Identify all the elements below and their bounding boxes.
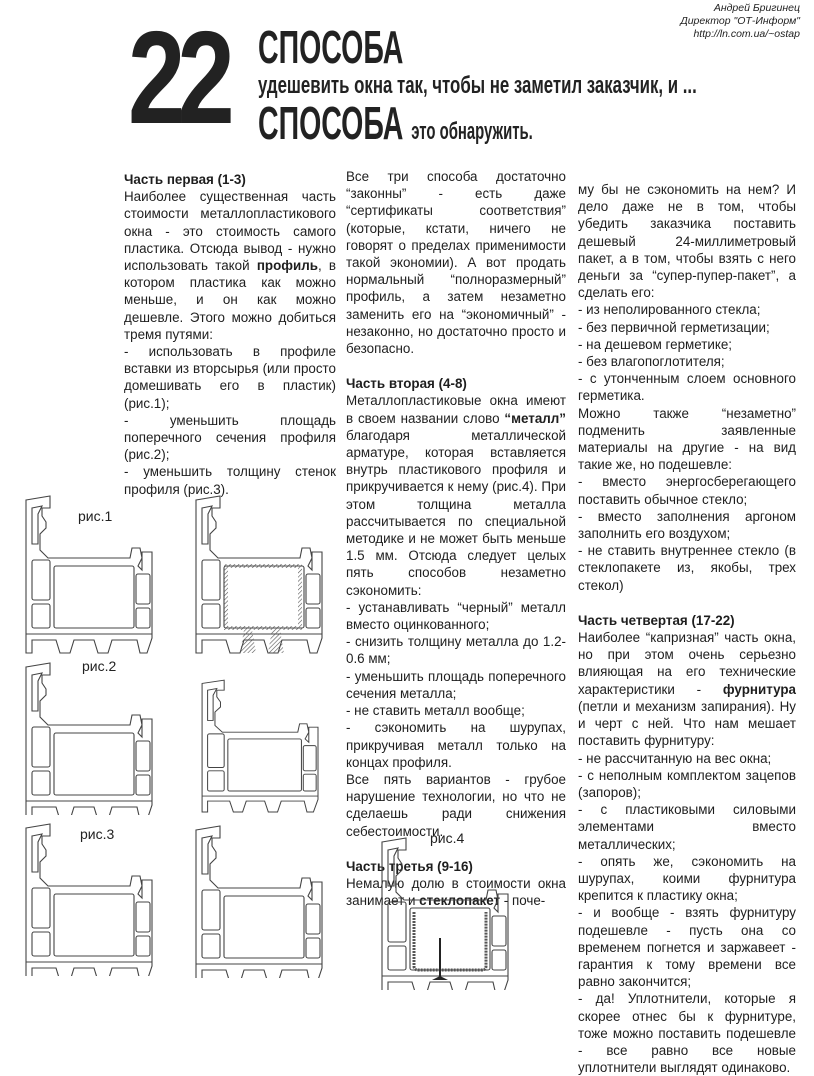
column-3 bbox=[578, 181, 796, 1076]
list-item: - на дешевом герметике; bbox=[578, 336, 733, 352]
hatched-insert bbox=[224, 564, 302, 630]
author-url[interactable]: http://ln.com.ua/~ostap bbox=[693, 28, 800, 40]
paragraph: му бы не сэкономить на нем? И дело даже не в том, чтобы убедить заказчика поставить дешевый 24-миллиметровый пакет, а в том, чтобы взять с него деньги за “супер-пупер-пакет”, а сделать его: bbox=[578, 182, 796, 301]
section-heading-part1: Часть первая (1-3) bbox=[124, 172, 246, 187]
list-item: - уменьшить толщину стенок профиля (рис.3). bbox=[124, 464, 336, 497]
figure-4-label: рис.4 bbox=[430, 830, 465, 846]
list-item: - из неполированного стекла; bbox=[578, 302, 761, 318]
figure-4-profile bbox=[358, 820, 518, 995]
bold-term: стеклопакет bbox=[419, 893, 501, 909]
window-profile-hatched-drawing bbox=[172, 478, 332, 658]
figure-1-label: рис.1 bbox=[78, 508, 113, 524]
text: Наиболее существенная часть стоимости металлопластикового окна - это стоимость самого пластика. Отсюда вывод - нужно использовать такой bbox=[124, 189, 336, 274]
list-item: - использовать в профиле вставки из вторсырья (или просто домешивать его в пластик) (рис.1); bbox=[124, 344, 336, 411]
paragraph bbox=[124, 188, 336, 343]
figure-3-profile-thin bbox=[172, 808, 332, 983]
section-heading-part3: Часть третья (9-16) bbox=[346, 858, 473, 874]
headline-line3-big: СПОСОБА bbox=[258, 97, 404, 149]
headline-number: 22 bbox=[128, 4, 227, 151]
list-item: - уменьшить площадь поперечного сечения профиля (рис.2); bbox=[124, 412, 336, 463]
author-position: Директор "ОТ-Информ" bbox=[680, 15, 800, 27]
window-profile-reduced-drawing bbox=[180, 665, 330, 825]
list-item: - без влагопоглотителя; bbox=[578, 354, 725, 370]
author-name: Андрей Бригинец bbox=[713, 2, 800, 14]
list-item: - устанавливать “черный” металл вместо оцинкованного; bbox=[346, 599, 566, 633]
list-item: - опять же, сэкономить на шурупах, коими фурнитура крепится к пластику окна; bbox=[578, 853, 796, 904]
column-1 bbox=[124, 171, 336, 498]
list-item: - вместо энергосберегающего поставить обычное стекло; bbox=[578, 474, 796, 507]
figure-3-label: рис.3 bbox=[80, 826, 115, 842]
headline-line2: удешевить окна так, чтобы не заметил заказчик, и ... bbox=[258, 72, 697, 99]
paragraph bbox=[346, 392, 566, 598]
window-profile-drawing bbox=[2, 478, 162, 658]
figure-1-profile-reinforced bbox=[172, 478, 332, 663]
figure-2-label: рис.2 bbox=[82, 658, 117, 674]
bold-term: “металл” bbox=[504, 410, 566, 426]
list-item: - с утонченным слоем основного герметика. bbox=[578, 371, 796, 404]
bold-term: фурнитура bbox=[722, 681, 796, 697]
byline bbox=[680, 2, 800, 41]
text: благодаря металлической арматуре, которая вставляется внутрь пластикового профиля и прикручивается к нему (рис.4). При этом толщина металла рассчитывается по специальной методике и не может быть меньше 1.5 мм. Отсюда следует целых пять способов незаметно сэкономить: bbox=[346, 427, 566, 598]
section-heading-part4: Часть четвертая (17-22) bbox=[578, 612, 735, 628]
section-heading-part2: Часть вторая (4-8) bbox=[346, 376, 467, 392]
list-item: - не рассчитанную на вес окна; bbox=[578, 750, 772, 766]
text: - поче- bbox=[500, 893, 546, 909]
window-profile-thin-drawing bbox=[172, 808, 332, 978]
bold-term: профиль bbox=[256, 258, 318, 274]
text: Наиболее “капризная” часть окна, но при этом очень серьезно влияющая на его технические характеристики - bbox=[578, 630, 796, 697]
screw-icon bbox=[432, 938, 448, 980]
list-item: - уменьшить площадь поперечного сечения металла; bbox=[346, 668, 566, 701]
list-item: - да! Уплотнители, которые я скорее отнес бы к фурнитуре, тоже можно поставить подешевле - все равно все новые уплотнители выглядят одинаково. bbox=[578, 991, 796, 1076]
list-item: - с неполным комплектом зацепов (запоров); bbox=[578, 767, 796, 800]
paragraph: Все пять вариантов - грубое нарушение технологии, но что не сделаешь ради снижения себестоимости. bbox=[346, 771, 566, 839]
column-2 bbox=[346, 168, 566, 909]
figure-2-profile-reduced bbox=[180, 665, 330, 830]
paragraph: Все три способа достаточно “законны” - есть даже “сертификаты соответствия” (которые, кстати, ничего не говорят о пределах применимости такой экономии). А вот продать нормальный “полноразмерный” профиль, а затем незаметно заменить его на “экономичный” - незаконно, но достаточно просто и безопасно. bbox=[346, 169, 566, 357]
headline-line1: СПОСОБА bbox=[258, 21, 404, 73]
list-item: - не ставить внутреннее стекло (в стеклопакете из, якобы, трех стекол) bbox=[578, 543, 796, 593]
text: Немалую долю в стоимости окна занимает и bbox=[346, 875, 566, 909]
list-item: - сэкономить на шурупах, прикручивая металл только на концах профиля. bbox=[346, 720, 566, 770]
list-item: - и вообще - взять фурнитуру подешевле - пусть она со временем погнется и заржавеет - гарантия к тому времени все равно закончится; bbox=[578, 905, 796, 990]
list-item: - с пластиковыми силовыми элементами вместо металлических; bbox=[578, 802, 796, 852]
text: , в котором пластика как можно меньше, и он как можно дешевле. Этого можно добиться тремя путями: bbox=[124, 258, 336, 342]
list-item: - без первичной герметизации; bbox=[578, 319, 770, 335]
text: (петли и механизм запирания). Ну и черт с ней. Что нам мешает поставить фурнитуру: bbox=[578, 698, 796, 749]
list-item: - вместо заполнения аргоном заполнить его воздухом; bbox=[578, 508, 796, 542]
list-item: - не ставить металл вообще; bbox=[346, 703, 525, 719]
headline-line3 bbox=[258, 96, 533, 150]
figure-1-profile bbox=[2, 478, 162, 663]
metal-reinforcement bbox=[414, 912, 486, 970]
paragraph: Можно также “незаметно” подменить заявленные материалы на другие - на вид такие же, но подешевле: bbox=[578, 405, 796, 473]
text: Металлопластиковые окна имеют в своем названии слово bbox=[346, 393, 566, 426]
list-item: - снизить толщину металла до 1.2-0.6 мм; bbox=[346, 634, 566, 667]
headline-line3-small: это обнаружить. bbox=[411, 118, 533, 145]
paragraph bbox=[578, 629, 796, 749]
